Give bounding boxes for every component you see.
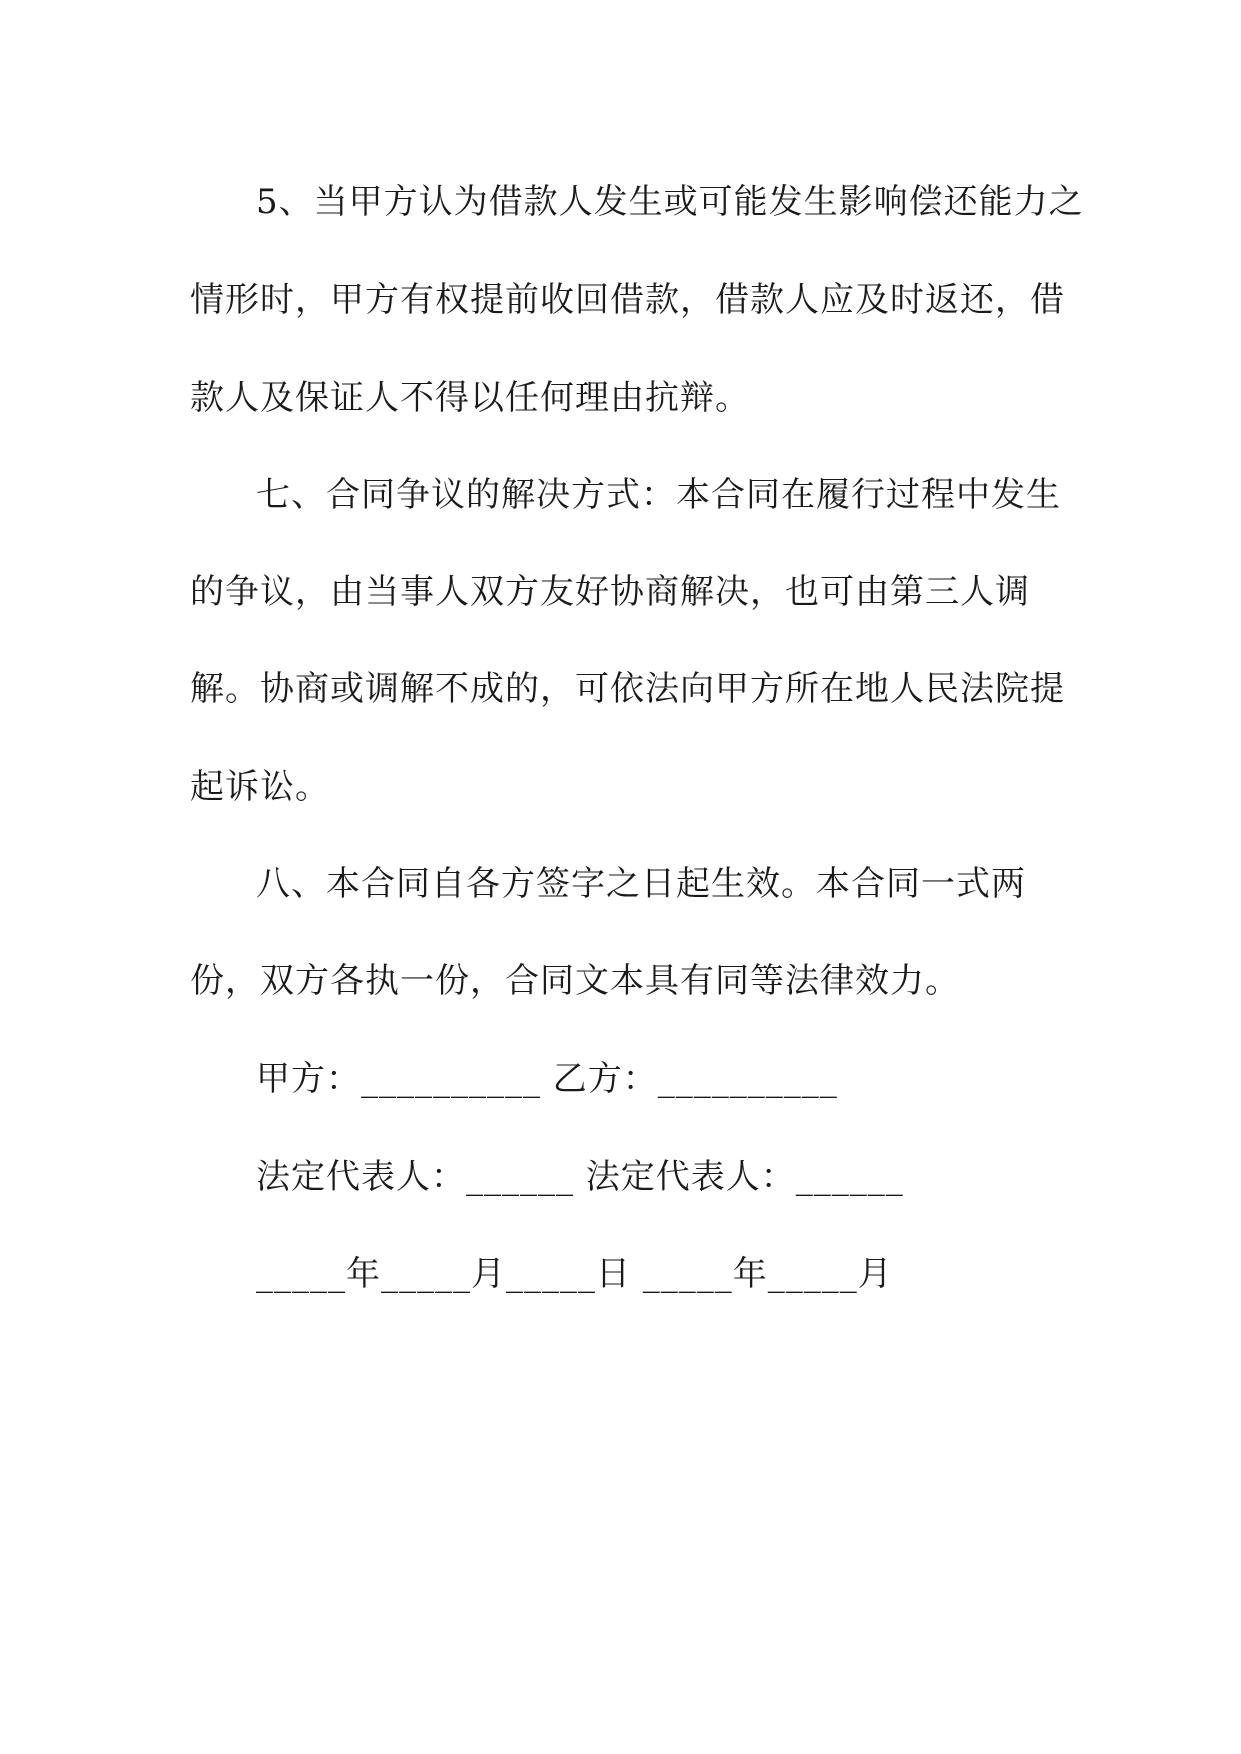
paragraph-5-line-3: 款人及保证人不得以任何理由抗辩。 <box>190 378 750 418</box>
signature-representatives-line: 法定代表人：______ 法定代表人：______ <box>256 1157 904 1197</box>
paragraph-5-line-2: 情形时，甲方有权提前收回借款，借款人应及时返还，借 <box>190 280 1065 320</box>
signature-parties-line: 甲方：__________ 乙方：__________ <box>256 1059 838 1099</box>
section-8-line-2: 份，双方各执一份，合同文本具有同等法律效力。 <box>190 961 960 1001</box>
section-8-line-1: 八、本合同自各方签字之日起生效。本合同一式两 <box>256 864 1026 904</box>
section-7-line-1: 七、合同争议的解决方式：本合同在履行过程中发生 <box>256 475 1061 515</box>
signature-dates-line: _____年_____月_____日 _____年_____月 <box>256 1254 893 1294</box>
paragraph-5-line-1: 5、当甲方认为借款人发生或可能发生影响偿还能力之 <box>256 182 1084 222</box>
section-7-line-3: 解。协商或调解不成的，可依法向甲方所在地人民法院提 <box>190 669 1065 709</box>
section-7-line-4: 起诉讼。 <box>190 767 330 807</box>
section-7-line-2: 的争议，由当事人双方友好协商解决，也可由第三人调 <box>190 572 1030 612</box>
